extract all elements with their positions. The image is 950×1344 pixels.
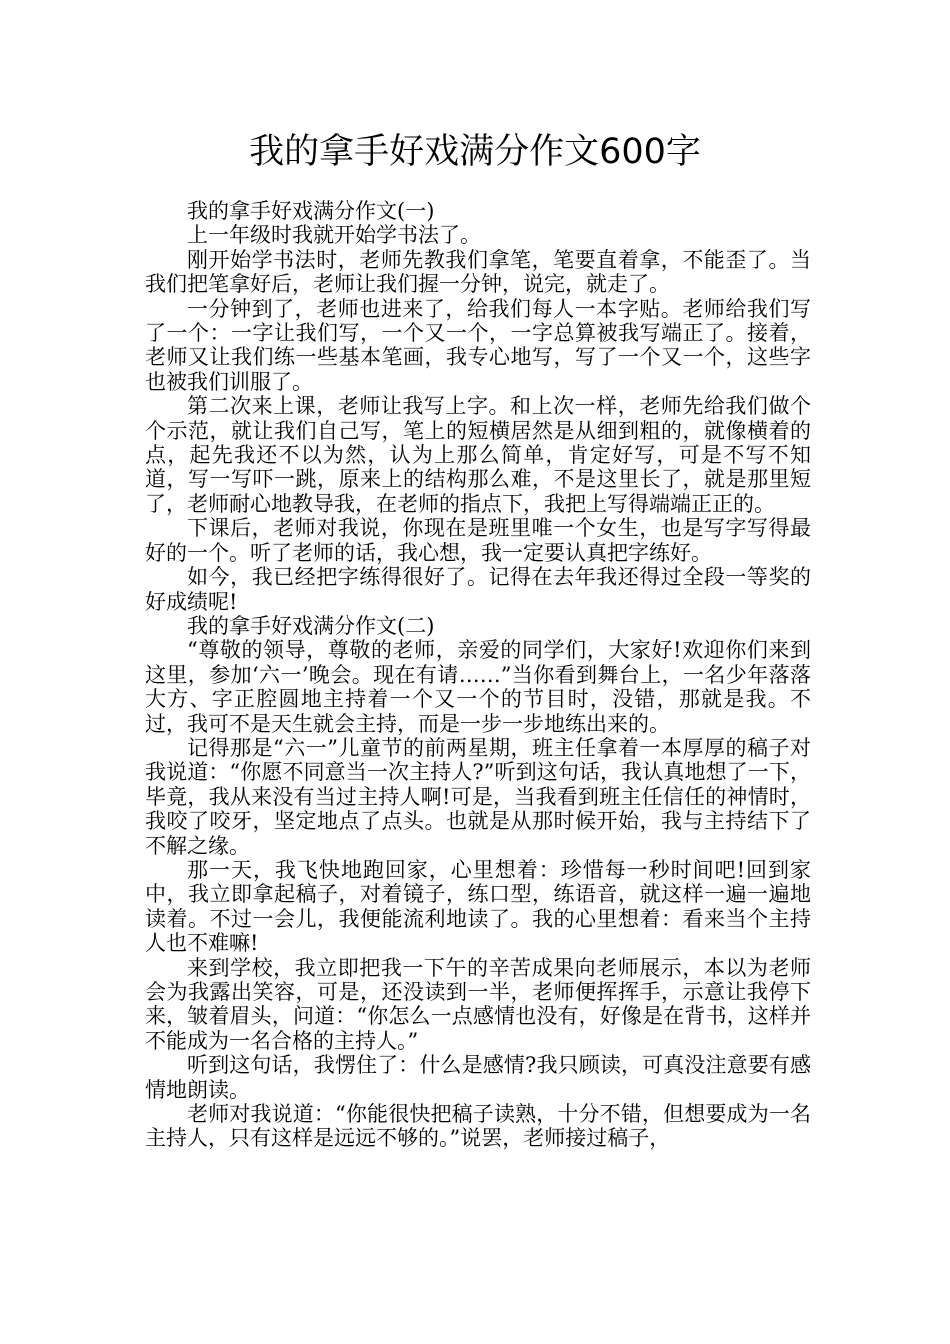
document-title: 我的拿手好戏满分作文600字 [249, 132, 701, 172]
paragraph: 下课后，老师对我说，你现在是班里唯一个女生，也是写字写得最好的一个。听了老师的话，我心想，我一定要认真把字练好。 [145, 516, 811, 565]
paragraph: 如今，我已经把字练得很好了。记得在去年我还得过全段一等奖的好成绩呢! [145, 565, 811, 614]
paragraph: 那一天，我飞快地跑回家，心里想着：珍惜每一秒时间吧!回到家中，我立即拿起稿子，对着镜子，练口型，练语音，就这样一遍一遍地读着。不过一会儿，我便能流利地读了。我的心里想着：看来当个主持人也不难嘛! [145, 857, 811, 956]
paragraph: 我的拿手好戏满分作文(二) [187, 613, 435, 638]
paragraph: 我的拿手好戏满分作文(一) [187, 199, 435, 223]
paragraph: 老师对我说道：“你能很快把稿子读熟，十分不错，但想要成为一名主持人，只有这样是远远不够的。”说罢，老师接过稿子， [145, 1102, 811, 1151]
paragraph: 第二次来上课，老师让我写上字。和上次一样，老师先给我们做个个示范，就让我们自己写，笔上的短横居然是从细到粗的，就像横着的点，起先我还不以为然，认为上那么简单，肯定好写，可是不写不知道，写一写吓一跳，原来上的结构那么难，不是这里长了，就是那里短了，老师耐心地教导我，在老师的指点下，我把上写得端端正正的。 [145, 394, 811, 516]
paragraph: 上一年级时我就开始学书法了。 [187, 223, 481, 248]
paragraph: “尊敬的领导，尊敬的老师，亲爱的同学们，大家好!欢迎你们来到这里，参加‘六一’晚会。现在有请……”当你看到舞台上，一名少年落落大方、字正腔圆地主持着一个又一个的节目时，没错，那就是我。不过，我可不是天生就会主持，而是一步一步地练出来的。 [145, 638, 811, 736]
document-body [145, 199, 811, 1151]
paragraph: 一分钟到了，老师也进来了，给我们每人一本字贴。老师给我们写了一个：一字让我们写，一个又一个，一字总算被我写端正了。接着，老师又让我们练一些基本笔画，我专心地写，写了一个又一个，这些字也被我们训服了。 [145, 296, 811, 394]
paragraph: 刚开始学书法时，老师先教我们拿笔，笔要直着拿，不能歪了。当我们把笔拿好后，老师让我们握一分钟，说完，就走了。 [145, 247, 811, 297]
paragraph: 记得那是“六一”儿童节的前两星期，班主任拿着一本厚厚的稿子对我说道：“你愿不同意当一次主持人?”听到这句话，我认真地想了一下，毕竟，我从来没有当过主持人啊!可是，当我看到班主任信任的神情时，我咬了咬牙，坚定地点了点头。也就是从那时候开始，我与主持结下了不解之缘。 [145, 735, 811, 858]
paragraph: 来到学校，我立即把我一下午的辛苦成果向老师展示，本以为老师会为我露出笑容，可是，还没读到一半，老师便挥挥手，示意让我停下来，皱着眉头，问道：“你怎么一点感情也没有，好像是在背书，这样并不能成为一名合格的主持人。” [145, 955, 811, 1053]
paragraph: 听到这句话，我愣住了：什么是感情?我只顾读，可真没注意要有感情地朗读。 [145, 1053, 811, 1102]
